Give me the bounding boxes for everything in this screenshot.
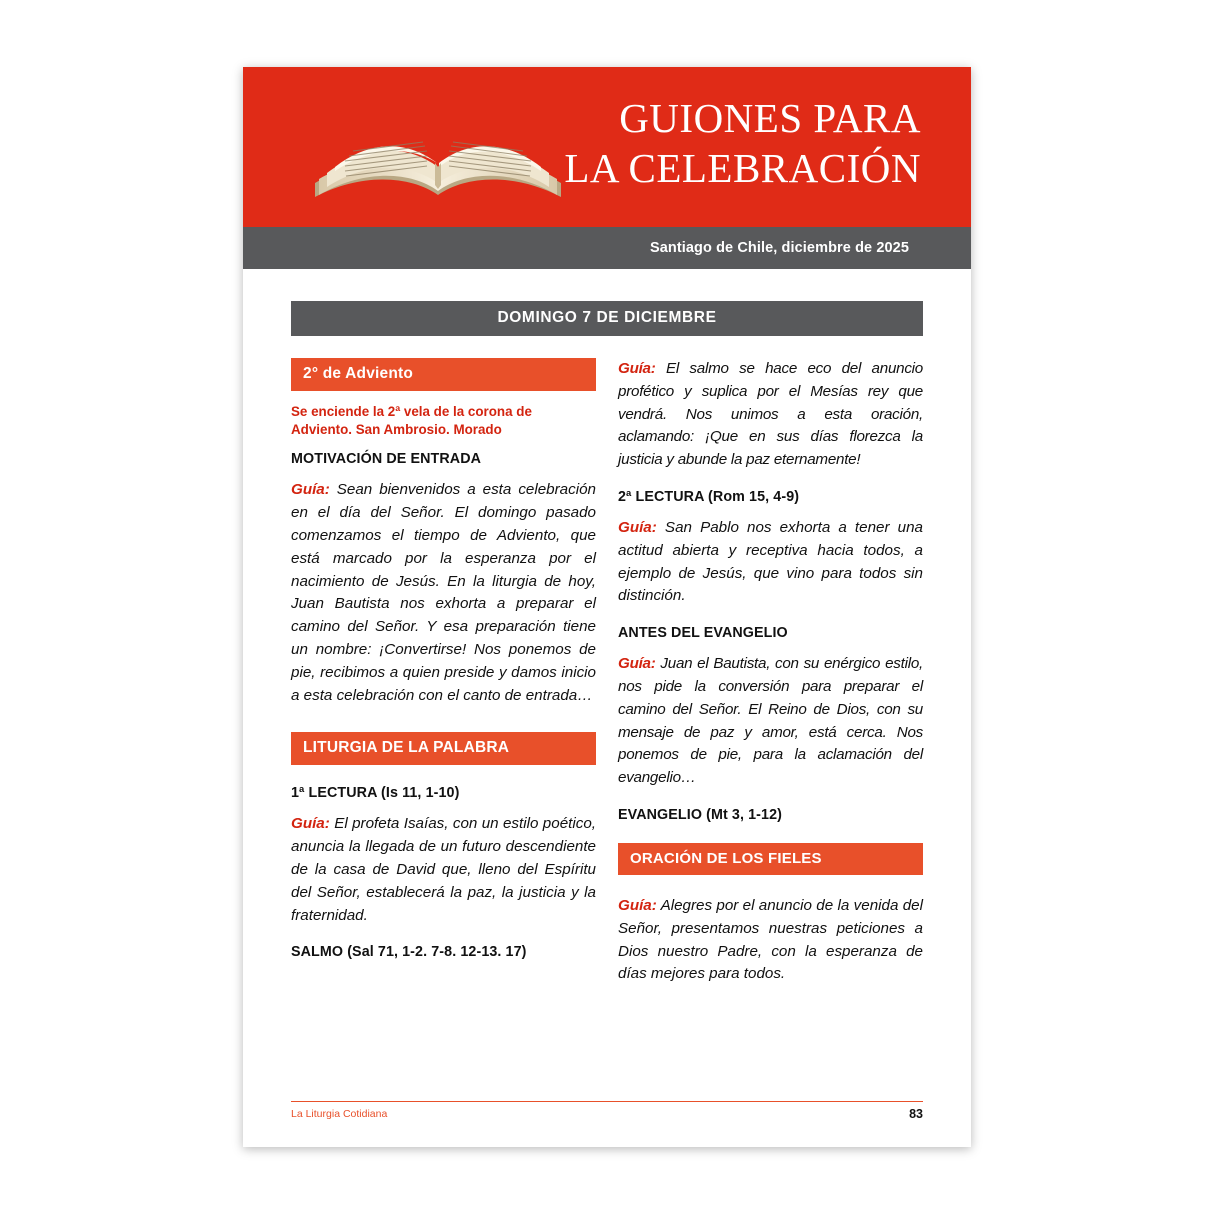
second-reading-heading: 2ª LECTURA (Rom 15, 4-9)	[618, 488, 800, 505]
psalm-paragraph	[618, 358, 923, 472]
date-bar	[243, 227, 971, 269]
season-rubric: Se enciende la 2ª vela de la corona de Adviento. San Ambrosio. Morado	[291, 404, 532, 437]
prayer-paragraph	[618, 895, 923, 986]
prayer-text: Alegres por el anuncio de la venida del Señor, presentamos nuestras peticiones a Dios nuestro Padre, con la esperanza de días mejores para todos.	[618, 896, 923, 983]
first-reading-paragraph	[291, 813, 596, 927]
entrance-text: Sean bienvenidos a esta celebración en el día del Señor. El domingo pasado comenzamos el tiempo de Adviento, que está marcado por la esperanza por el nacimiento de Jesús. En la liturgia de hoy, Juan Bautista nos exhorta a preparar el camino del Señor. Y esa preparación tiene un nombre: ¡Convertirse! Nos ponemos de pie, recibimos a quien preside y damos inicio a esta celebración con el canto de entrada…	[291, 481, 596, 704]
prayer-of-faithful-band: ORACIÓN DE LOS FIELES	[618, 843, 923, 875]
page-footer	[291, 1101, 923, 1121]
date-bar-text: Santiago de Chile, diciembre de 2025	[649, 240, 909, 256]
psalm-text: El salmo se hace eco del anuncio profético y suplica por el Mesías rey que vendrá. Nos unimos a esta oración, aclamando: ¡Que en sus días florezca la justicia y abunde la paz eternamente!	[618, 360, 923, 469]
masthead-title-line1: GUIONES PARA	[619, 95, 921, 141]
document-sheet	[243, 67, 971, 1147]
second-reading-paragraph	[618, 517, 923, 608]
gospel-heading: EVANGELIO (Mt 3, 1-12)	[618, 806, 782, 823]
right-column	[618, 358, 923, 1003]
entrance-paragraph	[291, 479, 596, 707]
second-reading-text: San Pablo nos exhorta a tener una actitud abierta y receptiva hacia todos, a ejemplo de Jesús, que vino para todos sin distinción.	[618, 518, 923, 605]
word-liturgy-band: LITURGIA DE LA PALABRA	[291, 732, 596, 765]
before-gospel-paragraph	[618, 653, 923, 790]
season-band: 2° de Adviento	[291, 358, 596, 391]
body-area	[243, 269, 971, 1147]
guide-label: Guía:	[618, 360, 656, 377]
before-gospel-heading: ANTES DEL EVANGELIO	[618, 625, 788, 642]
two-column-layout	[291, 358, 923, 1003]
day-header: DOMINGO 7 DE DICIEMBRE	[291, 301, 923, 336]
guide-label: Guía:	[618, 896, 657, 914]
left-column	[291, 358, 596, 1003]
open-book-icon	[305, 87, 575, 222]
guide-label: Guía:	[291, 481, 330, 499]
guide-label: Guía:	[618, 518, 657, 536]
masthead-title-line2: LA CELEBRACIÓN	[564, 145, 921, 192]
guide-label: Guía:	[291, 815, 330, 833]
entrance-heading: MOTIVACIÓN DE ENTRADA	[291, 451, 482, 468]
first-reading-text: El profeta Isaías, con un estilo poético, anuncia la llegada de un futuro descendiente de la casa de David que, lleno del Espíritu del Señor, establecerá la paz, la justicia y la fraternidad.	[291, 815, 596, 924]
masthead	[243, 67, 971, 227]
footer-page-number: 83	[909, 1107, 923, 1121]
footer-publication: La Liturgia Cotidiana	[291, 1108, 388, 1120]
before-gospel-text: Juan el Bautista, con su enérgico estilo, nos pide la conversión para preparar el camino del Señor. El Reino de Dios, con su mensaje de paz y amor, está cerca. Nos ponemos de pie, para la aclamación del evangelio…	[618, 655, 923, 787]
guide-label: Guía:	[618, 655, 656, 673]
first-reading-heading: 1ª LECTURA (Is 11, 1-10)	[291, 785, 460, 802]
psalm-heading: SALMO (Sal 71, 1-2. 7-8. 12-13. 17)	[291, 944, 527, 961]
masthead-title	[564, 93, 921, 193]
